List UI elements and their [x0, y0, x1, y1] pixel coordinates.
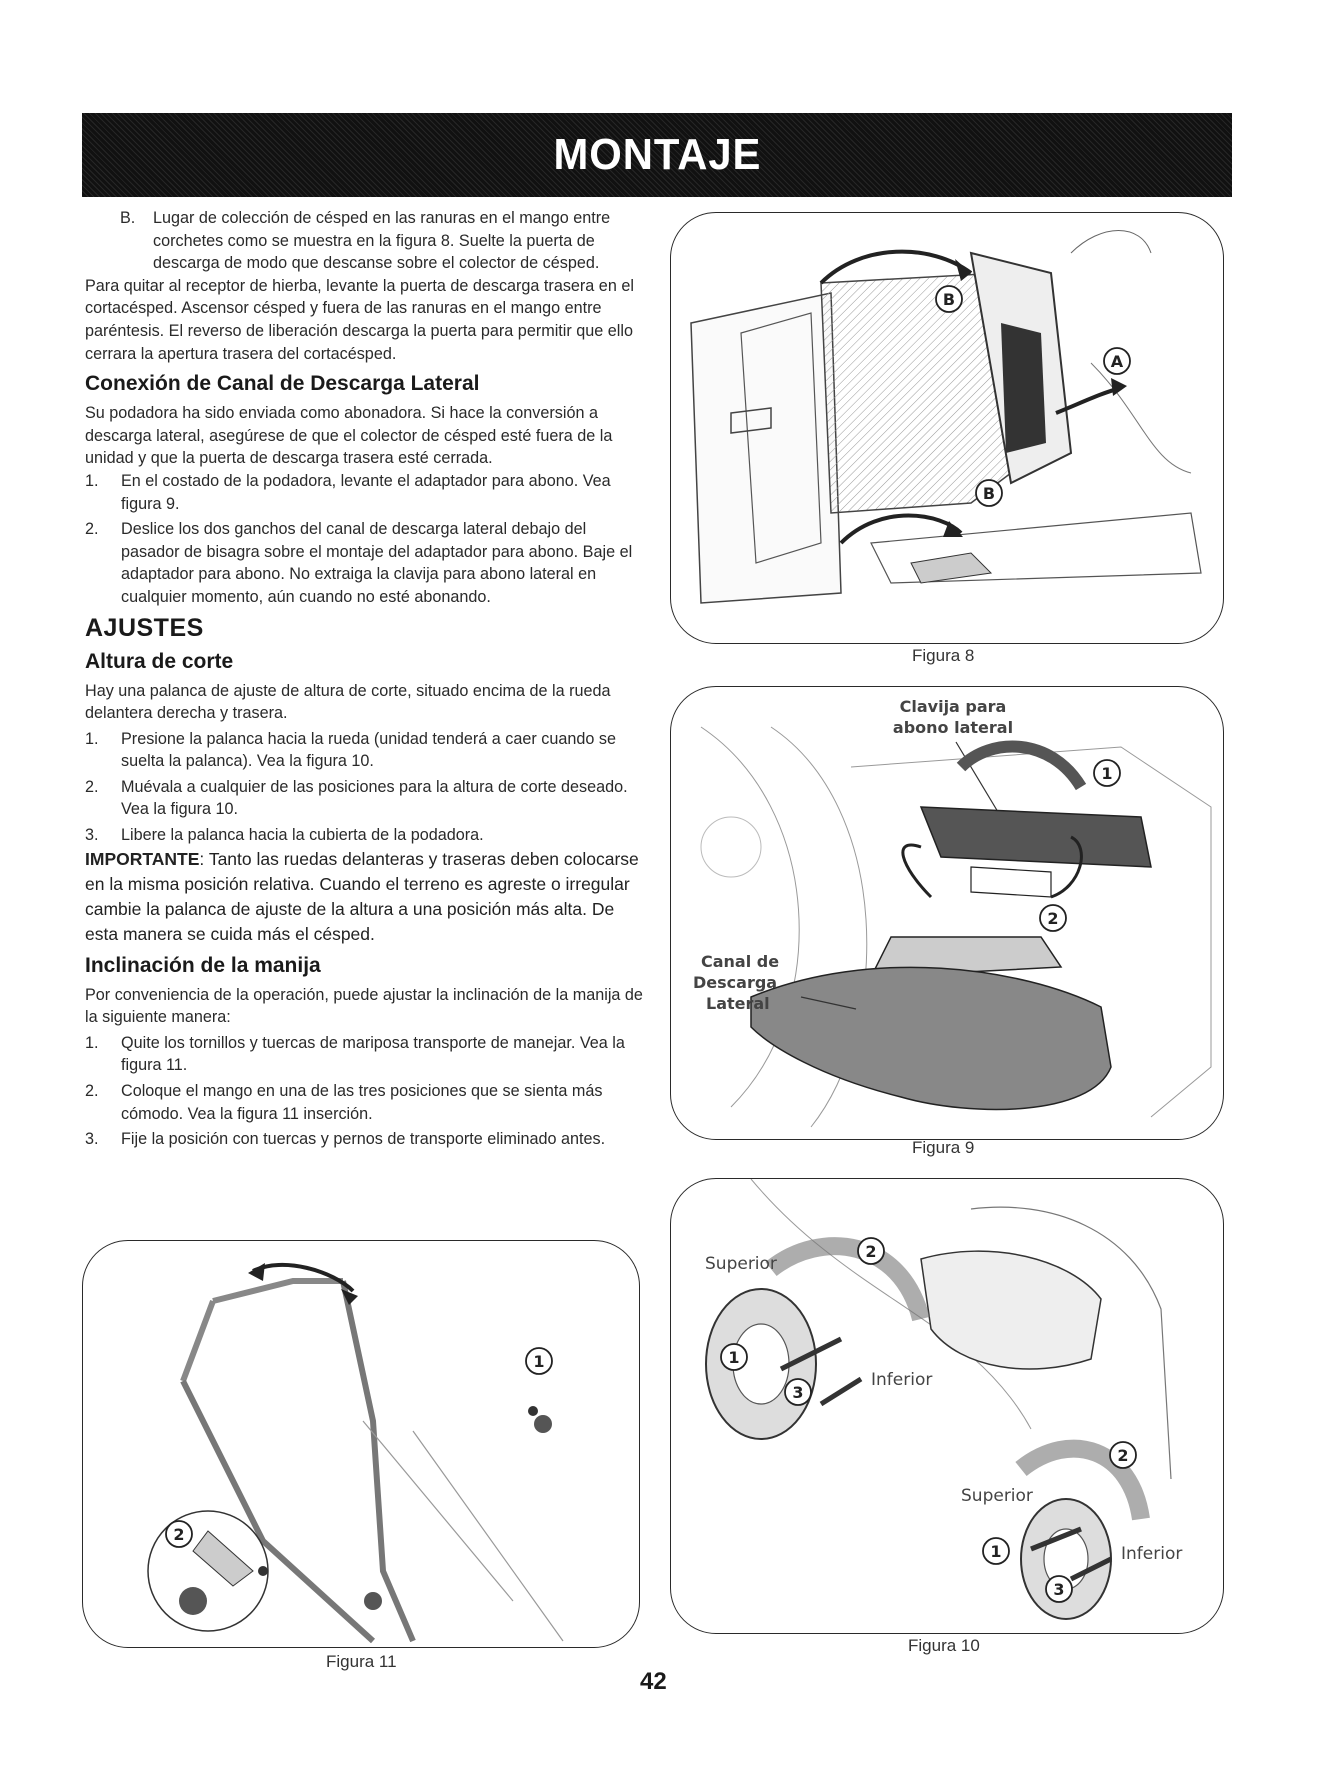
- page-header-banner: [82, 113, 1232, 197]
- figure-10-illustration: [671, 1179, 1223, 1633]
- list-item-text: Libere la palanca hacia la cubierta de la podadora.: [121, 826, 484, 845]
- figure-8-callout-a: A: [1110, 352, 1124, 371]
- page-number: 42: [640, 1668, 667, 1695]
- figure-10-label-inferior-top: Inferior: [871, 1370, 933, 1390]
- figure-9-callout-1: 1: [1101, 764, 1113, 783]
- figure-11-caption: Figura 11: [326, 1652, 397, 1671]
- figure-11-panel: [82, 1240, 640, 1648]
- list-item-number: 2.: [85, 777, 99, 796]
- handle-tilt-heading: Inclinación de la manija: [85, 953, 321, 977]
- figure-10-callout-1-bottom: 1: [990, 1542, 1002, 1561]
- intro-item-b-label: B.: [120, 209, 136, 227]
- figure-9-illustration: [671, 687, 1223, 1139]
- figure-9-panel: [670, 686, 1224, 1140]
- list-item-text: Muévala a cualquier de las posiciones para la altura de corte deseado. Vea la figura 10.: [121, 777, 628, 819]
- list-item: [85, 1080, 645, 1125]
- adjustments-heading: AJUSTES: [85, 613, 204, 642]
- figure-10-panel: [670, 1178, 1224, 1634]
- list-item-text: Quite los tornillos y tuercas de mariposa transporte de manejar. Vea la figura 11.: [121, 1033, 625, 1075]
- list-item-number: 3.: [85, 1130, 99, 1149]
- figure-10-caption: Figura 10: [908, 1636, 980, 1655]
- left-column-text: [85, 207, 645, 1151]
- figure-10-label-superior-top: Superior: [705, 1254, 777, 1274]
- figure-10-callout-2-bottom: 2: [1117, 1446, 1129, 1465]
- figure-8-panel: [670, 212, 1224, 644]
- figure-10-callout-3-bottom: 3: [1053, 1580, 1065, 1599]
- cut-height-paragraph: Hay una palanca de ajuste de altura de corte, situado encima de la rueda delantera derecha y trasera.: [85, 681, 611, 723]
- figure-8-callout-b-top: B: [942, 290, 956, 309]
- figure-10-label-inferior-bottom: Inferior: [1121, 1544, 1183, 1564]
- figure-10-callout-1-top: 1: [728, 1348, 740, 1367]
- figure-8-caption: Figura 8: [912, 646, 975, 665]
- list-item-number: 3.: [85, 826, 99, 845]
- list-item: [85, 776, 645, 821]
- important-note: [85, 847, 645, 947]
- figure-10-label-superior-bottom: Superior: [961, 1486, 1033, 1506]
- important-text: : Tanto las ruedas delanteras y traseras deben colocarse en la misma posición relativa. Cuando el terreno es agreste o irregular cambie la palanca de ajuste de la altura a una posición más alta. De esta manera se cuida más el césped.: [85, 848, 639, 944]
- figure-8-illustration: [671, 213, 1223, 643]
- figure-9-label-clavija-1: Clavija para: [899, 697, 1007, 716]
- intro-item-b: [85, 207, 645, 275]
- list-item: [85, 1032, 645, 1077]
- list-item-text: Presione la palanca hacia la rueda (unidad tenderá a caer cuando se suelta la palanca). Vea la figura 10.: [121, 729, 616, 771]
- figure-10-callout-3-top: 3: [792, 1383, 804, 1402]
- handle-tilt-paragraph: Por conveniencia de la operación, puede ajustar la inclinación de la manija de la siguiente manera:: [85, 985, 643, 1027]
- figure-11-callout-2: 2: [173, 1525, 185, 1544]
- figure-9-callout-2: 2: [1047, 909, 1059, 928]
- list-item-number: 1.: [85, 471, 99, 490]
- list-item: [85, 470, 645, 515]
- figure-9-caption: Figura 9: [912, 1138, 975, 1157]
- list-item-number: 2.: [85, 520, 99, 539]
- figure-10-callout-2-top: 2: [865, 1242, 877, 1261]
- list-item-number: 1.: [85, 729, 99, 748]
- figure-8-callout-b-bottom: B: [982, 484, 996, 503]
- figure-9-label-clavija-2: abono lateral: [892, 718, 1014, 737]
- intro-paragraph: Para quitar al receptor de hierba, levante la puerta de descarga trasera en el cortacésped. Ascensor césped y fuera de las ranuras en el mango entre paréntesis. El reverso de liberación descarga la puerta para permitir que ello cerrara la apertura trasera del cortacésped.: [85, 276, 634, 363]
- list-item: [85, 1128, 645, 1151]
- figure-9-label-canal-1: Canal de: [701, 952, 780, 971]
- list-item: [85, 728, 645, 773]
- intro-item-b-text: Lugar de colección de césped en las ranuras en el mango entre corchetes como se muestra en la figura 8. Suelte la puerta de descarga de modo que descanse sobre el colector de césped.: [153, 209, 611, 273]
- list-item-number: 2.: [85, 1082, 99, 1101]
- list-item-text: En el costado de la podadora, levante el adaptador para abono. Vea figura 9.: [121, 471, 611, 513]
- list-item-text: Coloque el mango en una de las tres posiciones que se sienta más cómodo. Vea la figura 11 inserción.: [121, 1082, 603, 1123]
- list-item: [85, 518, 645, 608]
- cut-height-heading: Altura de corte: [85, 649, 234, 673]
- list-item-text: Deslice los dos ganchos del canal de descarga lateral debajo del pasador de bisagra sobre el montaje del adaptador para abono. Baje el adaptador para abono. No extraiga la clavija para abono lateral en cualquier momento, aún cuando no esté abonando.: [121, 520, 633, 606]
- figure-9-label-canal-2: Descarga: [693, 973, 778, 992]
- page-header-title: MONTAJE: [553, 130, 761, 179]
- figure-11-illustration: [83, 1241, 639, 1647]
- side-discharge-heading: Conexión de Canal de Descarga Lateral: [85, 372, 480, 396]
- important-label: IMPORTANTE: [85, 848, 200, 869]
- figure-9-label-canal-3: Lateral: [706, 994, 770, 1013]
- side-discharge-paragraph: Su podadora ha sido enviada como abonadora. Si hace la conversión a descarga lateral, asegúrese de que el colector de césped esté fuera de la unidad y que la puerta de descarga trasera esté cerrada.: [85, 404, 613, 468]
- list-item: [85, 824, 645, 847]
- list-item-text: Fije la posición con tuercas y pernos de transporte eliminado antes.: [121, 1130, 606, 1149]
- figure-11-callout-1: 1: [533, 1352, 545, 1371]
- list-item-number: 1.: [85, 1033, 99, 1052]
